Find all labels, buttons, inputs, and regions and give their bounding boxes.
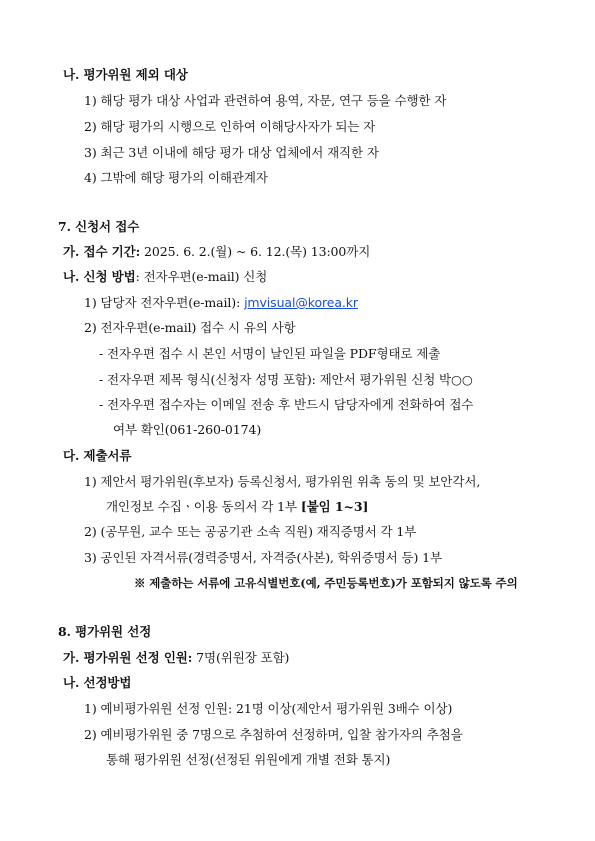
document-item-text: 개인정보 수집ㆍ이용 동의서 각 1부 bbox=[106, 499, 301, 514]
list-item: 4) 그밖에 해당 평가의 이해관계자 bbox=[84, 170, 268, 185]
document-item: 3) 공인된 자격서류(경력증명서, 자격증(사본), 학위증명서 등) 1부 bbox=[84, 550, 442, 565]
contact-prefix: 1) 담당자 전자우편(e-mail): bbox=[84, 295, 245, 310]
method-item: 2) 예비평가위원 중 7명으로 추첨하여 선정하며, 입찰 참가자의 추첨을 bbox=[84, 727, 463, 742]
method-value: : 전자우편(e-mail) 신청 bbox=[135, 269, 268, 284]
method-label: 나. 신청 방법 bbox=[63, 269, 136, 284]
notice-item: - 전자우편 접수 시 본인 서명이 날인된 파일을 PDF형태로 제출 bbox=[99, 346, 441, 361]
contact-email-link[interactable]: jmvisual@korea.kr bbox=[244, 295, 358, 310]
subheading-selection-method: 나. 선정방법 bbox=[63, 675, 132, 690]
subheading-documents: 다. 제출서류 bbox=[63, 448, 132, 463]
method-item-continued: 통해 평가위원 선정(선정된 위원에게 개별 전화 통지) bbox=[106, 752, 391, 767]
list-item: 1) 해당 평가 대상 사업과 관련하여 용역, 자문, 연구 등을 수행한 자 bbox=[84, 93, 447, 108]
document-item: 2) (공무원, 교수 또는 공공기관 소속 직원) 재직증명서 각 1부 bbox=[84, 524, 417, 539]
subheading-exclusion: 나. 평가위원 제외 대상 bbox=[63, 67, 188, 82]
notice-item: - 전자우편 접수자는 이메일 전송 후 반드시 담당자에게 전화하여 접수 bbox=[99, 397, 474, 412]
selection-count bbox=[63, 650, 289, 666]
notice-item-continued: 여부 확인(061-260-0174) bbox=[113, 422, 262, 437]
section-heading-selection: 8. 평가위원 선정 bbox=[58, 624, 152, 639]
notice-item: - 전자우편 제목 형식(신청자 성명 포함): 제안서 평가위원 신청 박○○ bbox=[99, 372, 473, 387]
contact-email-line bbox=[84, 295, 358, 311]
section-heading-application: 7. 신청서 접수 bbox=[58, 219, 140, 234]
period-value: 2025. 6. 2.(월) ~ 6. 12.(목) 13:00까지 bbox=[140, 244, 371, 259]
application-period bbox=[63, 244, 370, 260]
notice-title: 2) 전자우편(e-mail) 접수 시 유의 사항 bbox=[84, 320, 296, 335]
method-item: 1) 예비평가위원 선정 인원: 21명 이상(제안서 평가위원 3배수 이상) bbox=[84, 701, 453, 716]
list-item: 2) 해당 평가의 시행으로 인하여 이해당사자가 되는 자 bbox=[84, 119, 376, 134]
period-label: 가. 접수 기간: bbox=[63, 244, 141, 259]
application-method bbox=[63, 269, 267, 285]
attachment-reference: [붙임 1~3] bbox=[300, 499, 369, 514]
document-item-continued bbox=[106, 499, 368, 515]
warning-note: ※ 제출하는 서류에 고유식별번호(예, 주민등록번호)가 포함되지 않도록 주의 bbox=[134, 576, 518, 590]
list-item: 3) 최근 3년 이내에 해당 평가 대상 업체에서 재직한 자 bbox=[84, 145, 379, 160]
document-item: 1) 제안서 평가위원(후보자) 등록신청서, 평가위원 위촉 동의 및 보안각서, bbox=[84, 474, 481, 489]
count-value: 7명(위원장 포함) bbox=[192, 650, 290, 665]
count-label: 가. 평가위원 선정 인원: bbox=[63, 650, 193, 665]
